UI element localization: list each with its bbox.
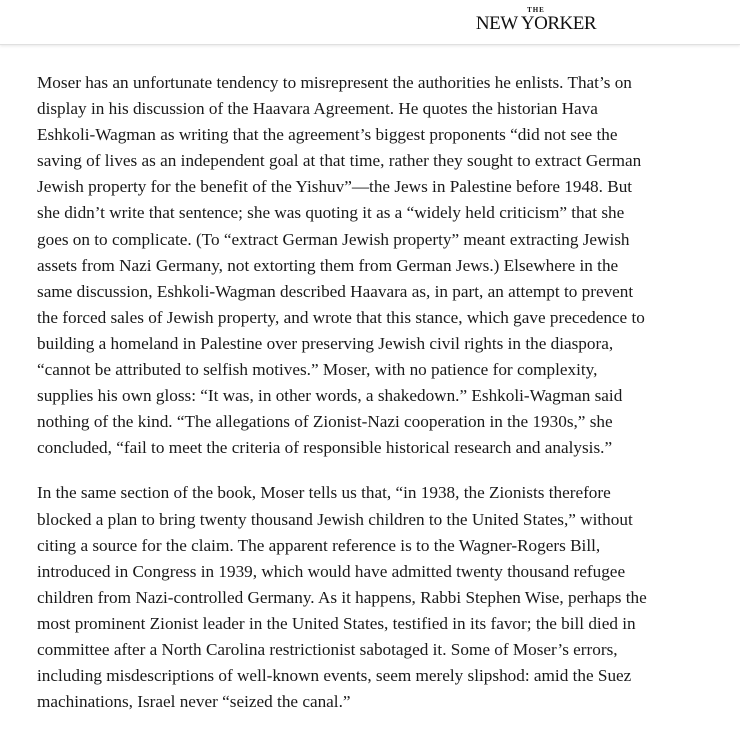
new-yorker-logo[interactable] [476, 7, 596, 33]
article-paragraph-2: In the same section of the book, Moser tells us that, “in 1938, the Zionists therefore blocked a plan to bring twenty thousand Jewish children to the United States,” without citing a source for the claim. The apparent reference is to the Wagner-Rogers Bill, introduced in Congress in 1939, which would have admitted twenty thousand refugee children from Nazi-controlled Germany. As it happens, Rabbi Stephen Wise, perhaps the most prominent Zionist leader in the United States, testified in its favor; the bill died in committee after a North Carolina restrictionist sabotaged it. Some of Moser’s errors, including misdescriptions of well-known events, seem merely slipshod: amid the Suez machinations, Israel never “seized the canal.” [37, 483, 647, 712]
masthead [0, 0, 740, 45]
article-paragraph-1: Moser has an unfortunate tendency to misrepresent the authorities he enlists. That’s on display in his discussion of the Haavara Agreement. He quotes the historian Hava Eshkoli-Wagman as writing that the agreement’s biggest proponents “did not see the saving of lives as an independent goal at that time, rather they sought to extract German Jewish property for the benefit of the Yishuv”—the Jews in Palestine before 1948. But she didn’t write that sentence; she was quoting it as a “widely held criticism” that she goes on to complicate. (To “extract German Jewish property” meant extracting Jewish assets from Nazi Germany, not extorting them from German Jews.) Elsewhere in the same discussion, Eshkoli-Wagman described Haavara as, in part, an attempt to prevent the forced sales of Jewish property, and wrote that this stance, which gave precedence to building a homeland in Palestine over preserving Jewish civil rights in the diaspora, “cannot be attributed to selfish motives.” Moser, with no patience for complexity, supplies his own gloss: “It was, in other words, a shakedown.” Eshkoli-Wagman said nothing of the kind. “The allegations of Zionist-Nazi cooperation in the 1930s,” she concluded, “fail to meet the criteria of responsible historical research and analysis.” [37, 73, 645, 458]
logo-name: NEW YORKER [475, 13, 596, 34]
article-body [37, 70, 647, 734]
logo-the: THE [527, 6, 545, 14]
